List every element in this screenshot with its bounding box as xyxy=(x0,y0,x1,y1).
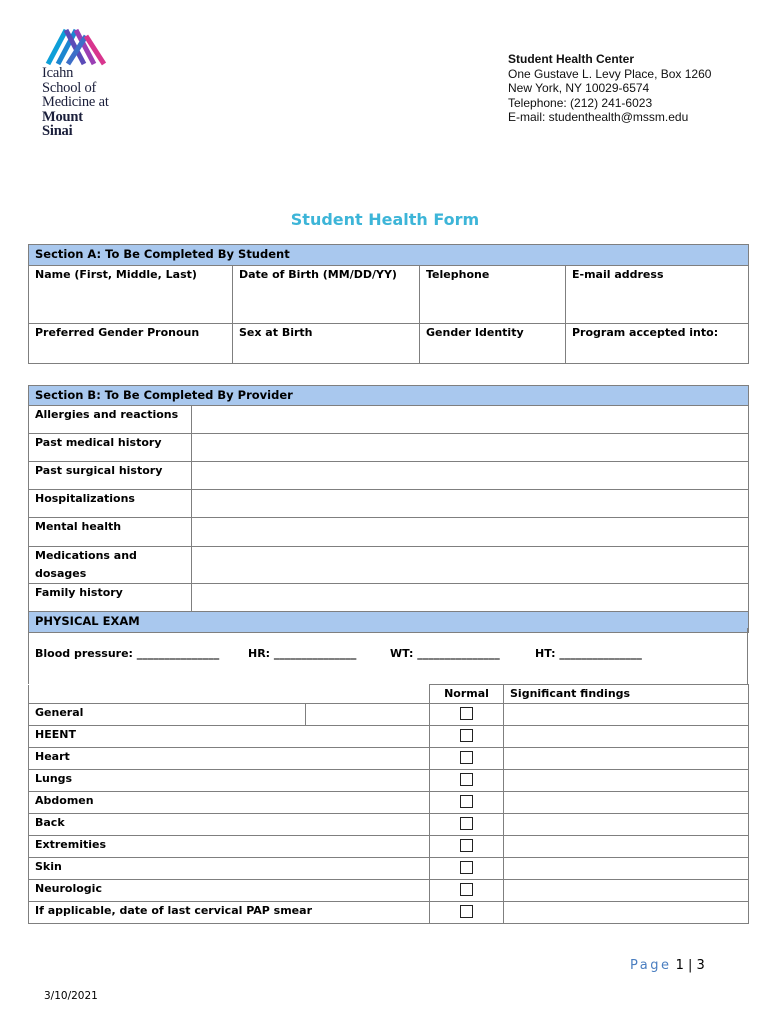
medications-input[interactable] xyxy=(192,547,749,584)
name-field[interactable]: Name (First, Middle, Last) xyxy=(29,266,233,324)
heart-rate-field[interactable]: HR: _______________ xyxy=(248,647,357,660)
medical-history-input[interactable] xyxy=(192,434,749,462)
exam-item-label: General xyxy=(29,704,306,726)
findings-input[interactable] xyxy=(504,814,749,836)
vitals-row xyxy=(28,628,748,684)
findings-input[interactable] xyxy=(504,858,749,880)
hospitalizations-input[interactable] xyxy=(192,490,749,518)
institution-logo xyxy=(38,26,148,146)
history-label: Allergies and reactions xyxy=(29,406,192,434)
findings-column-header: Significant findings xyxy=(504,685,749,704)
allergies-input[interactable] xyxy=(192,406,749,434)
findings-input[interactable] xyxy=(504,792,749,814)
logo-line: Mount xyxy=(42,108,83,125)
findings-input[interactable] xyxy=(504,770,749,792)
history-label: Medications and dosages xyxy=(29,547,192,584)
checkbox-icon[interactable] xyxy=(460,707,473,720)
checkbox-icon[interactable] xyxy=(460,773,473,786)
findings-input[interactable] xyxy=(504,902,749,924)
findings-input[interactable] xyxy=(504,836,749,858)
telephone-line: Telephone: (212) 241-6023 xyxy=(508,95,653,110)
section-b-table xyxy=(28,385,749,633)
address-title: Student Health Center xyxy=(508,52,635,66)
checkbox-icon[interactable] xyxy=(460,861,473,874)
weight-field[interactable]: WT: _______________ xyxy=(390,647,500,660)
checkbox-icon[interactable] xyxy=(460,795,473,808)
logo-line: School of xyxy=(42,79,97,96)
email-field[interactable]: E-mail address xyxy=(566,266,749,324)
exam-item-label: Back xyxy=(29,814,430,836)
history-label: Past medical history xyxy=(29,434,192,462)
family-history-input[interactable] xyxy=(192,584,749,612)
form-title: Student Health Form xyxy=(290,210,480,229)
mental-health-input[interactable] xyxy=(192,518,749,547)
exam-item-label: Neurologic xyxy=(29,880,430,902)
history-label: Mental health xyxy=(29,518,192,547)
program-field[interactable]: Program accepted into: xyxy=(566,324,749,364)
exam-item-label: Lungs xyxy=(29,770,430,792)
checkbox-icon[interactable] xyxy=(460,839,473,852)
physical-exam-header: PHYSICAL EXAM xyxy=(29,612,749,633)
section-b-header: Section B: To Be Completed By Provider xyxy=(29,386,749,406)
logo-line: Medicine at xyxy=(42,94,109,110)
section-a-table xyxy=(28,244,749,364)
section-a-header: Section A: To Be Completed By Student xyxy=(29,245,749,266)
email-line: E-mail: studenthealth@mssm.edu xyxy=(508,110,689,125)
exam-table xyxy=(28,684,749,924)
checkbox-icon[interactable] xyxy=(460,817,473,830)
exam-item-label: If applicable, date of last cervical PAP smear xyxy=(29,902,430,924)
revision-date: 3/10/2021 xyxy=(44,990,98,1002)
mount-sinai-logo-mark xyxy=(44,26,110,66)
pronoun-field[interactable]: Preferred Gender Pronoun xyxy=(29,324,233,364)
findings-input[interactable] xyxy=(504,726,749,748)
surgical-history-input[interactable] xyxy=(192,462,749,490)
page-count: 1 | 3 xyxy=(675,958,705,973)
exam-item-label: Skin xyxy=(29,858,430,880)
checkbox-icon[interactable] xyxy=(460,729,473,742)
page-number xyxy=(630,958,705,973)
history-label: Hospitalizations xyxy=(29,490,192,518)
logo-line: Sinai xyxy=(42,123,73,139)
checkbox-icon[interactable] xyxy=(460,883,473,896)
exam-item-label: Abdomen xyxy=(29,792,430,814)
logo-line: Icahn xyxy=(42,65,74,81)
exam-item-label: HEENT xyxy=(29,726,430,748)
logo-wordmark xyxy=(42,66,109,139)
contact-address xyxy=(508,52,711,125)
findings-input[interactable] xyxy=(504,880,749,902)
gender-identity-field[interactable]: Gender Identity xyxy=(420,324,566,364)
dob-field[interactable]: Date of Birth (MM/DD/YY) xyxy=(233,266,420,324)
history-label: Family history xyxy=(29,584,192,612)
blood-pressure-field[interactable]: Blood pressure: _______________ xyxy=(35,647,220,660)
exam-item-label: Heart xyxy=(29,748,430,770)
findings-input[interactable] xyxy=(504,704,749,726)
exam-item-notes[interactable] xyxy=(306,704,430,726)
address-line: New York, NY 10029-6574 xyxy=(508,81,650,96)
checkbox-icon[interactable] xyxy=(460,751,473,764)
findings-input[interactable] xyxy=(504,748,749,770)
height-field[interactable]: HT: _______________ xyxy=(535,647,642,660)
telephone-field[interactable]: Telephone xyxy=(420,266,566,324)
address-line: One Gustave L. Levy Place, Box 1260 xyxy=(508,66,712,81)
exam-item-label: Extremities xyxy=(29,836,430,858)
checkbox-icon[interactable] xyxy=(460,905,473,918)
sex-at-birth-field[interactable]: Sex at Birth xyxy=(233,324,420,364)
history-label: Past surgical history xyxy=(29,462,192,490)
normal-column-header: Normal xyxy=(430,685,504,704)
page-word: Page xyxy=(630,958,672,973)
